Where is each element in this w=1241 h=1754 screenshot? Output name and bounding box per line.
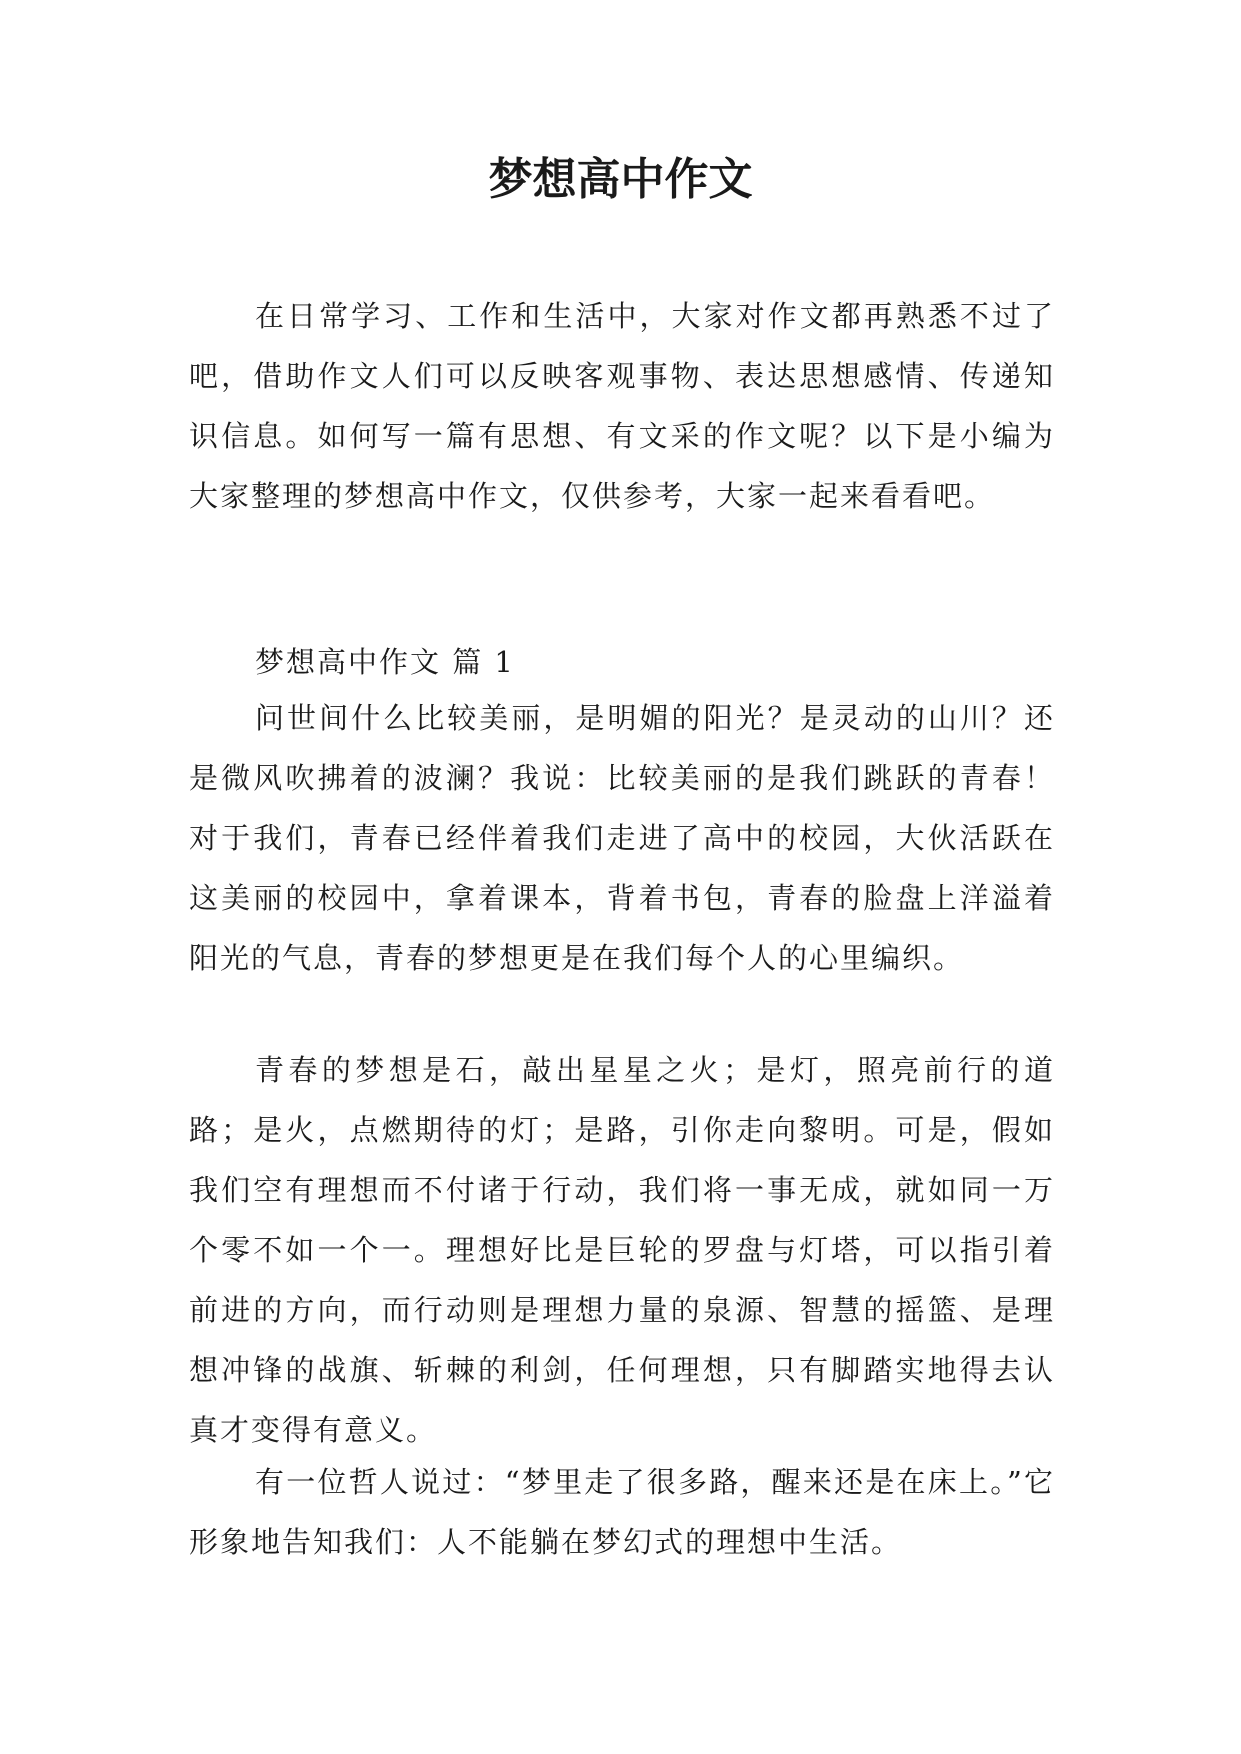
body-paragraph: 有一位哲人说过：“梦里走了很多路，醒来还是在床上。”它形象地告知我们：人不能躺在梦幻式的理想中生活。 bbox=[189, 1465, 1055, 1559]
section-heading: 梦想高中作文 篇 1 bbox=[255, 645, 515, 679]
intro-paragraph: 在日常学习、工作和生活中，大家对作文都再熟悉不过了吧，借助作文人们可以反映客观事物、表达思想感情、传递知识信息。如何写一篇有思想、有文采的作文呢？以下是小编为大家整理的梦想高中作文，仅供参考，大家一起来看看吧。 bbox=[189, 299, 1055, 513]
document-title: 梦想高中作文 bbox=[488, 154, 753, 205]
body-paragraph: 问世间什么比较美丽，是明媚的阳光？是灵动的山川？还是微风吹拂着的波澜？我说：比较美丽的是我们跳跃的青春！对于我们，青春已经伴着我们走进了高中的校园，大伙活跃在这美丽的校园中，拿着课本，背着书包，青春的脸盘上洋溢着阳光的气息，青春的梦想更是在我们每个人的心里编织。 bbox=[189, 701, 1055, 975]
body-paragraph: 青春的梦想是石，敲出星星之火；是灯，照亮前行的道路；是火，点燃期待的灯；是路，引你走向黎明。可是，假如我们空有理想而不付诸于行动，我们将一事无成，就如同一万个零不如一个一。理想好比是巨轮的罗盘与灯塔，可以指引着前进的方向，而行动则是理想力量的泉源、智慧的摇篮、是理想冲锋的战旗、斩棘的利剑，任何理想，只有脚踏实地得去认真才变得有意义。 bbox=[189, 1053, 1055, 1447]
